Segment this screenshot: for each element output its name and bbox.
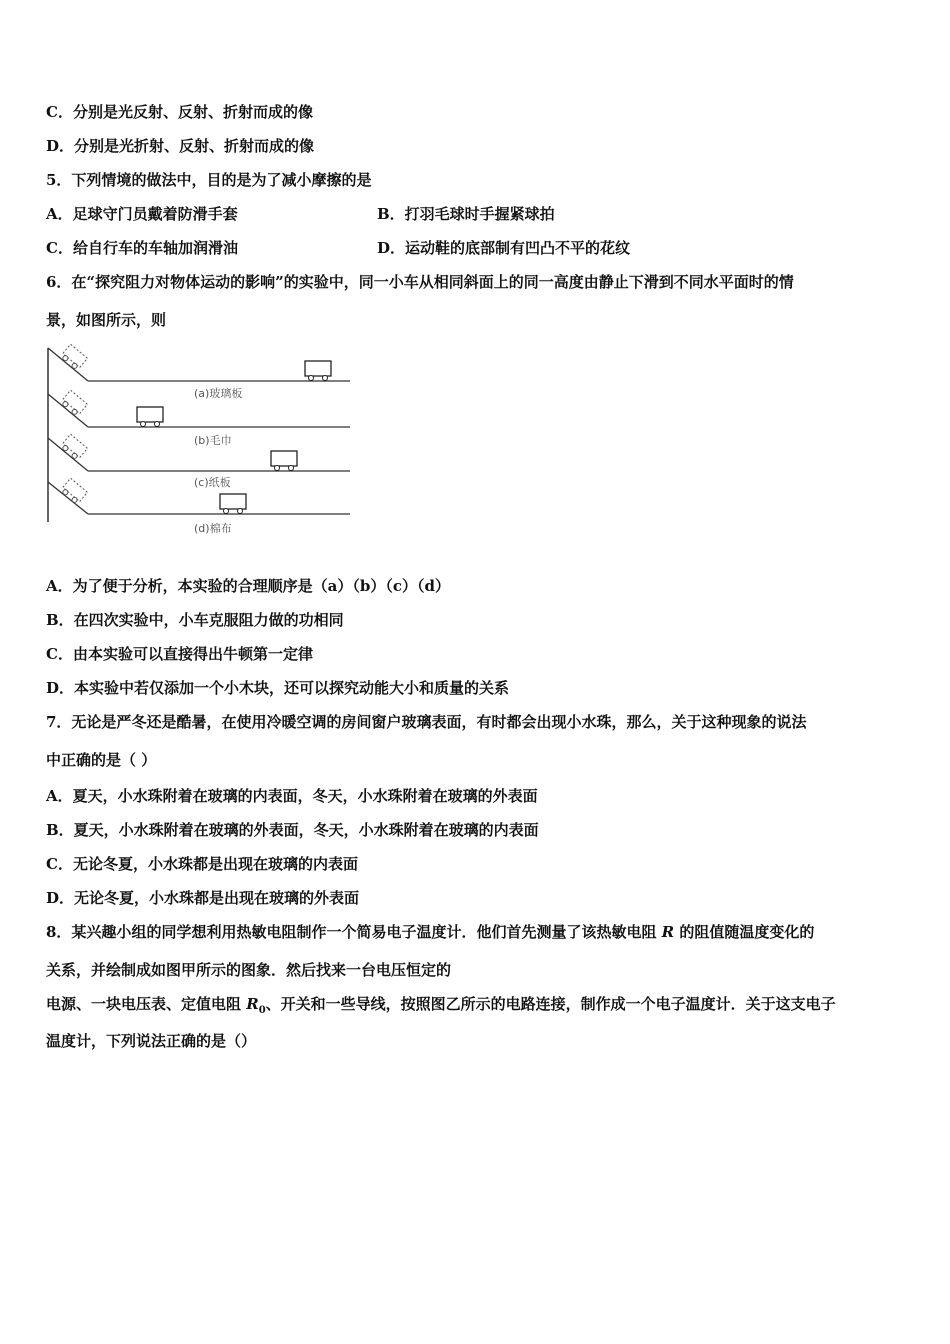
label-b: (b)毛巾 — [194, 434, 232, 447]
q7-stem-line2: 中正确的是（ ） — [46, 751, 157, 769]
q7-option-b: B．夏天，小水珠附着在玻璃的外表面，冬天，小水珠附着在玻璃的内表面 — [46, 821, 539, 839]
q8-stem-line1 — [46, 922, 814, 942]
q8-var-r0-sub: 0 — [258, 1005, 266, 1016]
q6-figure-incline-experiment — [44, 340, 354, 540]
q8-stem-line3-post: 、开关和一些导线，按照图乙所示的电路连接，制作成一个电子温度计．关于这支电子 — [265, 995, 836, 1013]
track-a — [48, 344, 350, 400]
ramp-b — [48, 394, 88, 427]
stop-cart-c-icon — [271, 451, 297, 471]
q6-stem-line1: 6．在“探究阻力对物体运动的影响”的实验中，同一小车从相同斜面上的同一高度由静止下滑到不同水平面时的情 — [46, 273, 794, 291]
q6-option-a: A．为了便于分析，本实验的合理顺序是（a）（b）（c）（d） — [46, 577, 450, 595]
q7-option-d: D．无论冬夏，小水珠都是出现在玻璃的外表面 — [46, 889, 360, 907]
label-c: (c)纸板 — [194, 476, 231, 489]
q4-option-d: D．分别是光折射、反射、折射而成的像 — [46, 137, 315, 155]
stop-cart-b-icon — [137, 407, 163, 427]
q5-option-c: C．给自行车的车轴加润滑油 — [46, 239, 238, 257]
ramp-cart-d-icon — [60, 478, 87, 505]
ramp-c — [48, 438, 88, 471]
q7-option-a: A．夏天，小水珠附着在玻璃的内表面，冬天，小水珠附着在玻璃的外表面 — [46, 787, 538, 805]
q5-option-d: D．运动鞋的底部制有凹凸不平的花纹 — [377, 239, 631, 257]
q8-stem-line1-post: 的阻值随温度变化的 — [674, 923, 815, 941]
q5-stem: 5．下列情境的做法中，目的是为了减小摩擦的是 — [46, 171, 372, 189]
ramp-cart-b-icon — [60, 390, 87, 417]
q4-option-c: C．分别是光反射、反射、折射而成的像 — [46, 103, 313, 121]
q7-option-c: C．无论冬夏，小水珠都是出现在玻璃的内表面 — [46, 855, 358, 873]
ramp-d — [48, 482, 88, 514]
ramp-cart-a-icon — [60, 344, 87, 371]
q7-stem-line1: 7．无论是严冬还是酷暑，在使用冷暖空调的房间窗户玻璃表面，有时都会出现小水珠，那么，关于这种现象的说法 — [46, 713, 807, 731]
q8-var-r0: R — [246, 995, 259, 1013]
q8-stem-line3 — [46, 994, 836, 1021]
q8-stem-line2: 关系，并绘制成如图甲所示的图象．然后找来一台电压恒定的 — [46, 961, 452, 979]
q8-stem-line1-pre: 8．某兴趣小组的同学想利用热敏电阻制作一个简易电子温度计．他们首先测量了该热敏电阻 — [46, 923, 662, 941]
ramp-cart-c-icon — [60, 434, 87, 461]
ramp-a — [48, 348, 88, 381]
stop-cart-d-icon — [220, 494, 246, 514]
q6-option-d: D．本实验中若仅添加一个小木块，还可以探究动能大小和质量的关系 — [46, 679, 510, 697]
q6-stem-line2: 景，如图所示，则 — [46, 311, 167, 329]
label-a: (a)玻璃板 — [194, 387, 243, 400]
q8-stem-line3-pre: 电源、一块电压表、定值电阻 — [46, 995, 247, 1013]
q6-option-c: C．由本实验可以直接得出牛顿第一定律 — [46, 645, 313, 663]
q5-option-b: B．打羽毛球时手握紧球拍 — [377, 205, 555, 223]
q6-option-b: B．在四次实验中，小车克服阻力做的功相同 — [46, 611, 344, 629]
label-d: (d)棉布 — [194, 522, 232, 535]
q8-var-r: R — [661, 923, 675, 941]
q5-option-a: A．足球守门员戴着防滑手套 — [46, 205, 238, 223]
stop-cart-a-icon — [305, 361, 331, 381]
q8-stem-line4: 温度计，下列说法正确的是（） — [46, 1032, 257, 1050]
